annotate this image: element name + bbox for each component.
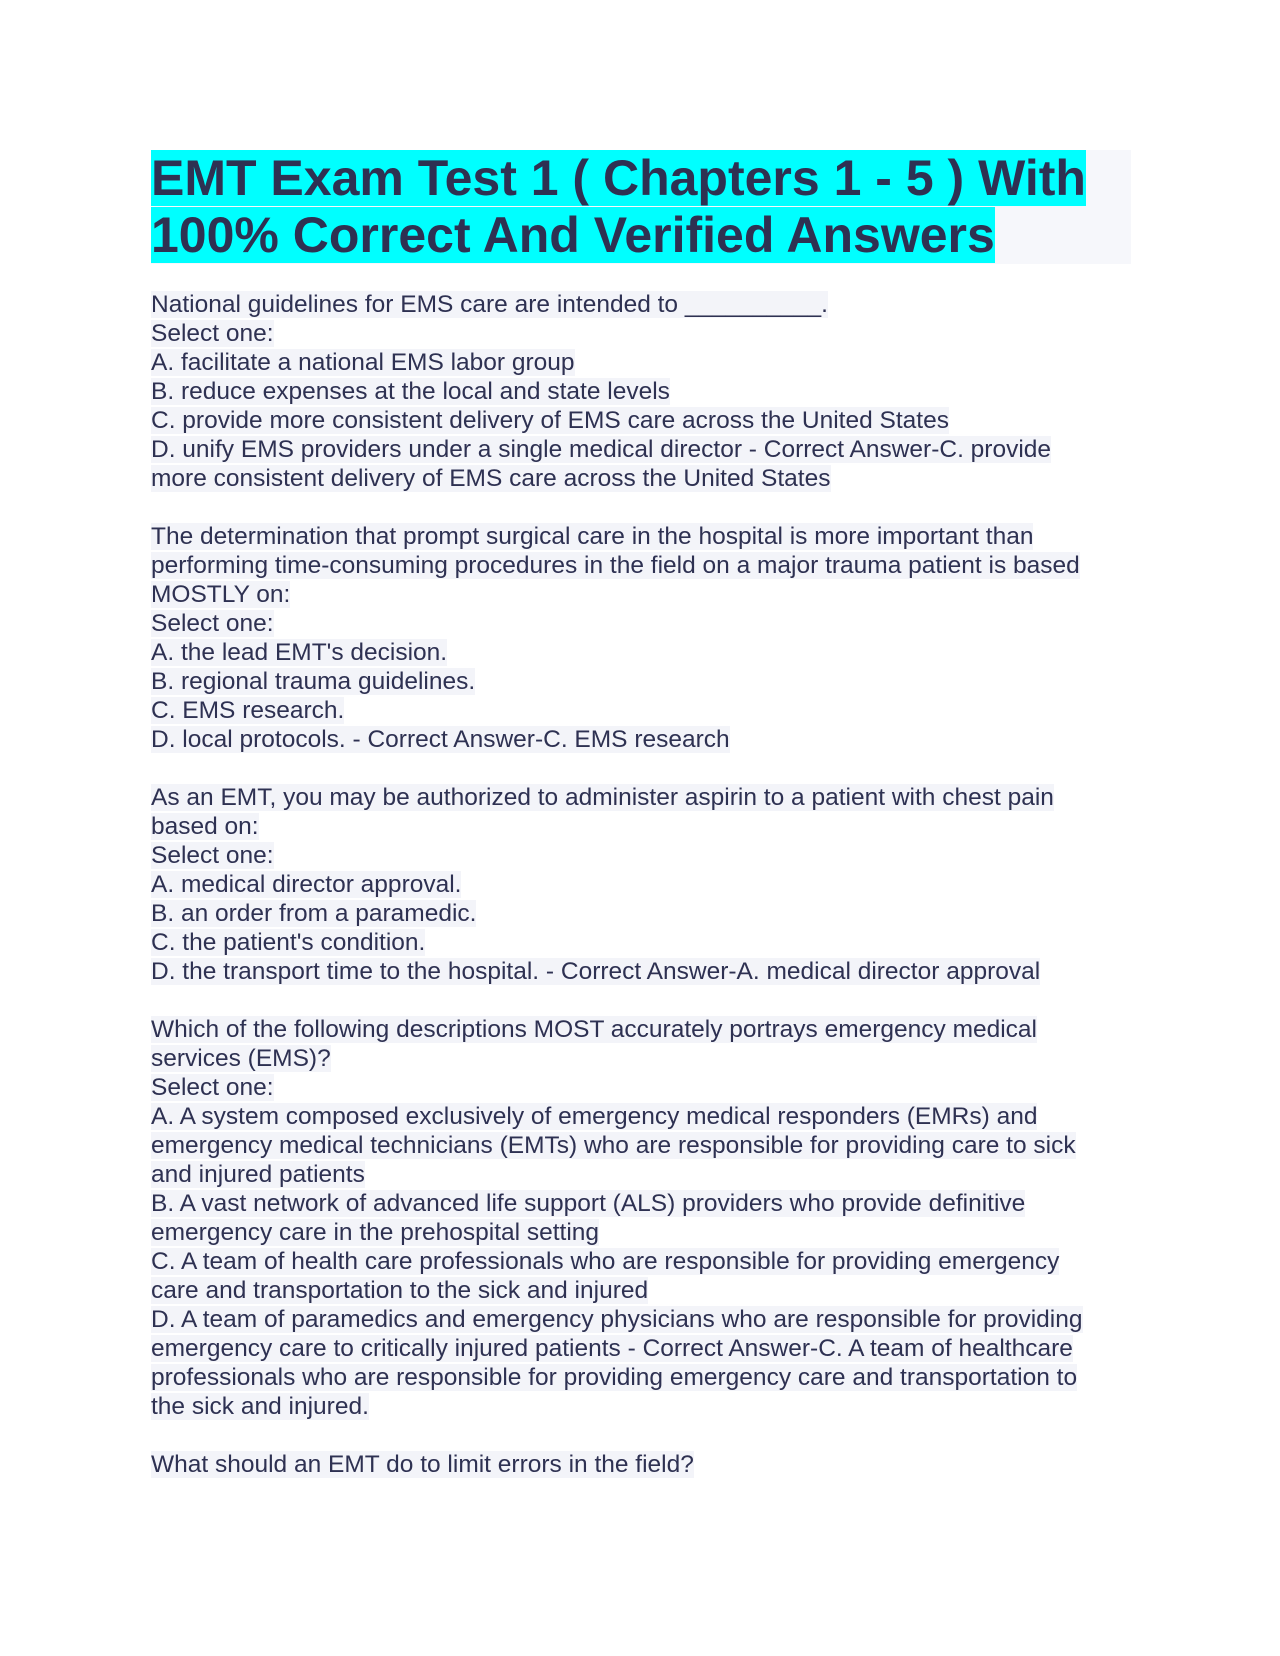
question-line-text: As an EMT, you may be authorized to administer aspirin to a patient with chest pain [151, 784, 1054, 811]
question-line [151, 1073, 1131, 1102]
question-line-text: emergency medical technicians (EMTs) who are responsible for providing care to sick [151, 1132, 1076, 1159]
question-line [151, 1247, 1131, 1276]
question-line [151, 638, 1131, 667]
question-block [151, 1450, 1131, 1479]
document-page [151, 150, 1131, 1508]
question-line-text: care and transportation to the sick and injured [151, 1277, 649, 1304]
question-line [151, 609, 1131, 638]
question-line [151, 464, 1131, 493]
question-line-text: services (EMS)? [151, 1045, 331, 1072]
question-line-text: D. the transport time to the hospital. - Correct Answer-A. medical director approval [151, 958, 1041, 985]
question-line [151, 406, 1131, 435]
question-block [151, 1015, 1131, 1421]
question-line-text: D. A team of paramedics and emergency physicians who are responsible for providing [151, 1306, 1083, 1333]
question-block [151, 522, 1131, 754]
question-list [151, 290, 1131, 1479]
question-line-text: C. the patient's condition. [151, 929, 426, 956]
question-line [151, 1160, 1131, 1189]
question-line [151, 290, 1131, 319]
title-line-2: 100% Correct And Verified Answers [151, 207, 995, 263]
title-line-1: EMT Exam Test 1 ( Chapters 1 - 5 ) With [151, 150, 1086, 206]
question-line-text: emergency care to critically injured patients - Correct Answer-C. A team of healthcare [151, 1335, 1073, 1362]
question-line [151, 667, 1131, 696]
question-line-text: A. facilitate a national EMS labor group [151, 349, 575, 376]
question-line [151, 957, 1131, 986]
question-line-text: more consistent delivery of EMS care across the United States [151, 465, 831, 492]
question-line-text: the sick and injured. [151, 1393, 369, 1420]
question-line [151, 522, 1131, 551]
question-line-text: B. regional trauma guidelines. [151, 668, 476, 695]
question-line [151, 377, 1131, 406]
question-line-text: C. provide more consistent delivery of EMS care across the United States [151, 407, 949, 434]
question-line [151, 783, 1131, 812]
question-line-text: Select one: [151, 842, 274, 869]
question-line [151, 841, 1131, 870]
question-line-text: B. an order from a paramedic. [151, 900, 477, 927]
question-line [151, 1334, 1131, 1363]
question-block [151, 783, 1131, 986]
question-line [151, 580, 1131, 609]
question-line-text: A. the lead EMT's decision. [151, 639, 448, 666]
question-line [151, 1450, 1131, 1479]
question-line [151, 1189, 1131, 1218]
question-line [151, 899, 1131, 928]
question-line-text: and injured patients [151, 1161, 365, 1188]
question-line-text: Which of the following descriptions MOST accurately portrays emergency medical [151, 1016, 1037, 1043]
question-line-text: Select one: [151, 320, 274, 347]
question-line [151, 812, 1131, 841]
question-line-text: What should an EMT do to limit errors in the field? [151, 1451, 694, 1478]
question-line-text: B. reduce expenses at the local and state levels [151, 378, 670, 405]
question-line [151, 1363, 1131, 1392]
question-line [151, 348, 1131, 377]
question-line-text: emergency care in the prehospital setting [151, 1219, 600, 1246]
question-line-text: Select one: [151, 1074, 274, 1101]
question-line [151, 1102, 1131, 1131]
question-line-text: C. EMS research. [151, 697, 345, 724]
question-line-text: D. unify EMS providers under a single medical director - Correct Answer-C. provide [151, 436, 1052, 463]
question-line-text: D. local protocols. - Correct Answer-C. EMS research [151, 726, 730, 753]
question-line [151, 1218, 1131, 1247]
question-line-text: National guidelines for EMS care are intended to __________. [151, 291, 828, 318]
question-line-text: Select one: [151, 610, 274, 637]
question-line [151, 696, 1131, 725]
document-title [151, 150, 1131, 264]
question-line [151, 319, 1131, 348]
question-line-text: A. medical director approval. [151, 871, 462, 898]
question-line [151, 1044, 1131, 1073]
question-line-text: based on: [151, 813, 259, 840]
question-line [151, 725, 1131, 754]
question-line-text: C. A team of health care professionals who are responsible for providing emergency [151, 1248, 1060, 1275]
question-block [151, 290, 1131, 493]
question-line-text: A. A system composed exclusively of emergency medical responders (EMRs) and [151, 1103, 1038, 1130]
question-line [151, 870, 1131, 899]
question-line [151, 1392, 1131, 1421]
question-line-text: The determination that prompt surgical care in the hospital is more important than [151, 523, 1034, 550]
question-line [151, 435, 1131, 464]
question-line [151, 1015, 1131, 1044]
title-block [151, 150, 1131, 264]
question-line [151, 1131, 1131, 1160]
question-line [151, 1305, 1131, 1334]
question-line-text: B. A vast network of advanced life support (ALS) providers who provide definitive [151, 1190, 1026, 1217]
question-line [151, 551, 1131, 580]
question-line-text: performing time-consuming procedures in the field on a major trauma patient is based [151, 552, 1080, 579]
question-line-text: professionals who are responsible for providing emergency care and transportation to [151, 1364, 1078, 1391]
question-line [151, 1276, 1131, 1305]
question-line-text: MOSTLY on: [151, 581, 291, 608]
question-line [151, 928, 1131, 957]
